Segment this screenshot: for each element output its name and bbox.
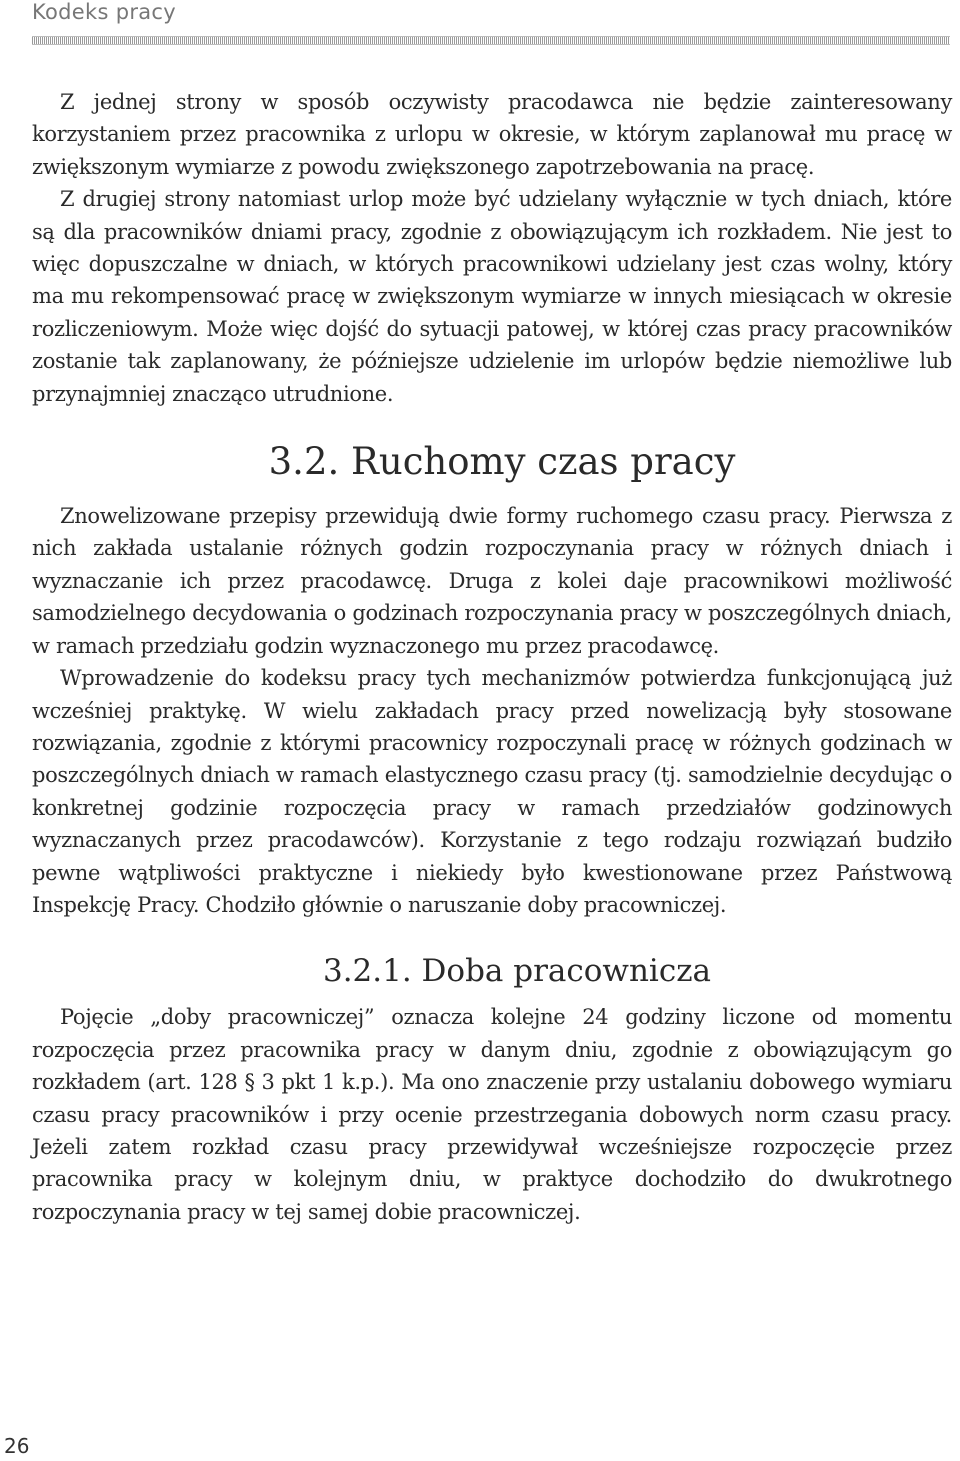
paragraph: Z jednej strony w sposób oczywisty pracodawca nie będzie zainteresowany korzystaniem przez pracownika z urlopu w okresie, w którym zaplanował mu pracę w zwiększonym wymiarze z powodu zwiększonego zapotrzebowania na pracę. xyxy=(32,90,952,179)
running-header-title: Kodeks pracy xyxy=(32,0,177,24)
paragraph: Pojęcie „doby pracowniczej” oznacza kolejne 24 godziny liczone od momentu rozpoczęcia przez pracownika pracy w danym dniu, zgodnie z obowiązującym go rozkładem (art. 128 § 3 pkt 1 k.p.). Ma ono znaczenie przy ustalaniu dobowego wymiaru czasu pracy pracowników i przy ocenie przestrzegania dobowych norm czasu pracy. Jeżeli zatem rozkład czasu pracy przewidywał wcześniejsze rozpoczęcie przez pracownika pracy w kolejnym dniu, w praktyce dochodziło do dwukrotnego rozpoczynania pracy w tej samej dobie pracowniczej. xyxy=(32,1005,952,1224)
paragraph: Wprowadzenie do kodeksu pracy tych mechanizmów potwierdza funkcjonującą już wcześniej praktykę. W wielu zakładach pracy przed nowelizacją były stosowane rozwiązania, zgodnie z którymi pracownicy rozpoczynali pracę w różnych godzinach w poszczególnych dniach w ramach elastycznego czasu pracy (tj. samodzielnie decydując o konkretnej godzinie rozpoczęcia pracy w ramach przedziałów godzinowych wyznaczanych przez pracodawców). Korzystanie z tego rodzaju rozwiązań budziło pewne wątpliwości praktyczne i niekiedy było kwestionowane przez Państwową Inspekcję Pracy. Chodziło głównie o naruszanie doby pracowniczej. xyxy=(32,666,952,917)
section-heading: 3.2. Ruchomy czas pracy xyxy=(268,440,736,484)
page-number: 26 xyxy=(4,1434,30,1458)
header-divider xyxy=(32,36,950,45)
page-body xyxy=(32,86,952,1228)
paragraph: Z drugiej strony natomiast urlop może być udzielany wyłącznie w tych dniach, które są dla pracowników dniami pracy, zgodnie z obowiązującym ich rozkładem. Nie jest to więc dopuszczalne w dniach, w których pracownikowi udzielany jest czas wolny, który ma mu rekompensować pracę w zwiększonym wymiarze w innych miesiącach w okresie rozliczeniowym. Może więc dojść do sytuacji patowej, w której czas pracy pracowników zostanie tak zaplanowany, że późniejsze udzielenie im urlopów będzie niemożliwe lub przynajmniej znacząco utrudnione. xyxy=(32,187,952,406)
paragraph: Znowelizowane przepisy przewidują dwie formy ruchomego czasu pracy. Pierwsza z nich zakłada ustalanie różnych godzin rozpoczynania pracy w różnych dniach i wyznaczanie ich przez pracodawcę. Druga z kolei daje pracownikowi możliwość samodzielnego decydowania o godzinach rozpoczynania pracy w poszczególnych dniach, w ramach przedziału godzin wyznaczonego mu przez pracodawcę. xyxy=(32,504,952,658)
subsection-heading: 3.2.1. Doba pracownicza xyxy=(322,953,712,990)
